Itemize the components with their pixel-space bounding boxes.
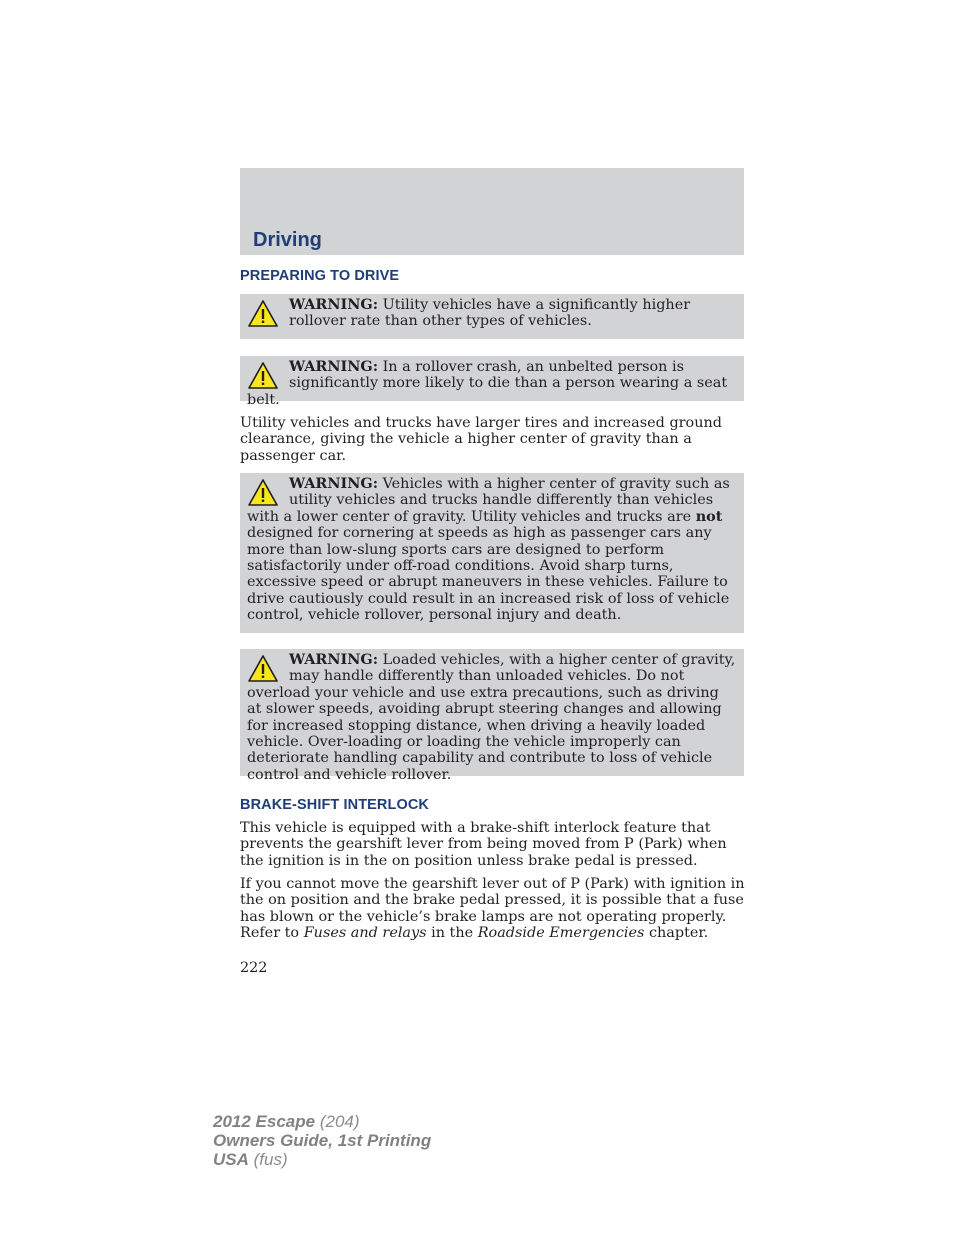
warning-box — [240, 356, 744, 408]
warning-triangle-icon — [247, 361, 279, 391]
paragraph-text: in the — [431, 925, 474, 942]
paragraph-interlock: This vehicle is equipped with a brake-shift interlock feature that prevents the gearshift lever from being moved from P (Park) when the ignition is in the on position unless brake pedal is pressed. — [240, 820, 727, 869]
warning-label: WARNING: — [289, 651, 379, 668]
footer-line — [213, 1131, 431, 1150]
warning-emphasis: not — [695, 507, 723, 525]
warning-triangle-icon — [247, 299, 279, 329]
paragraph-center-of-gravity: Utility vehicles and trucks have larger tires and increased ground clearance, giving the vehicle a higher center of gravity than a passenger car. — [240, 415, 722, 464]
paragraph-text: If you cannot move the gearshift lever out of P (Park) with ignition in the on position and the brake pedal pressed, it is possible that a fuse has blown or the vehicle’s brake lamps are not operating properly. Refer to — [240, 876, 745, 942]
warning-label: WARNING: — [289, 475, 379, 492]
footer-edition: Owners Guide, 1st Printing — [213, 1131, 432, 1150]
paragraph-fuse — [240, 876, 746, 942]
warning-box — [240, 649, 744, 783]
footer-model: 2012 Escape — [213, 1112, 316, 1131]
warning-label: WARNING: — [289, 296, 379, 313]
warning-text: designed for cornering at speeds as high as passenger cars any more than low-slung sports cars are designed to perform satisfactorily under off-road conditions. Avoid sharp turns, excessive speed or abrupt maneuvers in these vehicles. Failure to drive cautiously could result in an increased risk of loss of vehicle control, vehicle rollover, personal injury and death. — [247, 525, 730, 624]
footer-model-code: (204) — [319, 1112, 360, 1131]
warning-triangle-icon — [247, 654, 279, 684]
warning-label: WARNING: — [289, 358, 379, 375]
section-title: Driving — [253, 229, 322, 251]
warning-text: Vehicles with a higher center of gravity such as utility vehicles and trucks handle differently than vehicles with a lower center of gravity. Utility vehicles and trucks are — [247, 476, 730, 525]
page-number: 222 — [240, 960, 268, 976]
footer-line — [213, 1112, 431, 1131]
paragraph-text: chapter. — [648, 925, 709, 942]
warning-box — [240, 473, 744, 633]
warning-text: In a rollover crash, an unbelted person is significantly more likely to die than a person wearing a seat belt. — [247, 359, 728, 408]
heading-preparing-to-drive: PREPARING TO DRIVE — [240, 268, 400, 284]
warning-box — [240, 294, 744, 339]
warning-text: Utility vehicles have a significantly higher rollover rate than other types of vehicles. — [289, 297, 691, 330]
cross-reference: Roadside Emergencies — [477, 925, 645, 942]
section-header-band — [240, 168, 744, 255]
footer-line — [213, 1150, 431, 1169]
footer-market: USA — [213, 1150, 249, 1169]
footer-market-code: (fus) — [253, 1150, 288, 1169]
heading-brake-shift-interlock: BRAKE-SHIFT INTERLOCK — [240, 797, 429, 813]
cross-reference: Fuses and relays — [303, 925, 427, 942]
warning-triangle-icon — [247, 478, 279, 508]
warning-text: Loaded vehicles, with a higher center of gravity, may handle differently than unloaded vehicles. Do not overload your vehicle and use extra precautions, such as driving at slower speeds, avoiding abrupt steering changes and allowing for increased stopping distance, when driving a heavily loaded vehicle. Over-loading or loading the vehicle improperly can deteriorate handling capability and contribute to loss of vehicle control and vehicle rollover. — [247, 652, 736, 783]
document-footer — [213, 1112, 431, 1169]
